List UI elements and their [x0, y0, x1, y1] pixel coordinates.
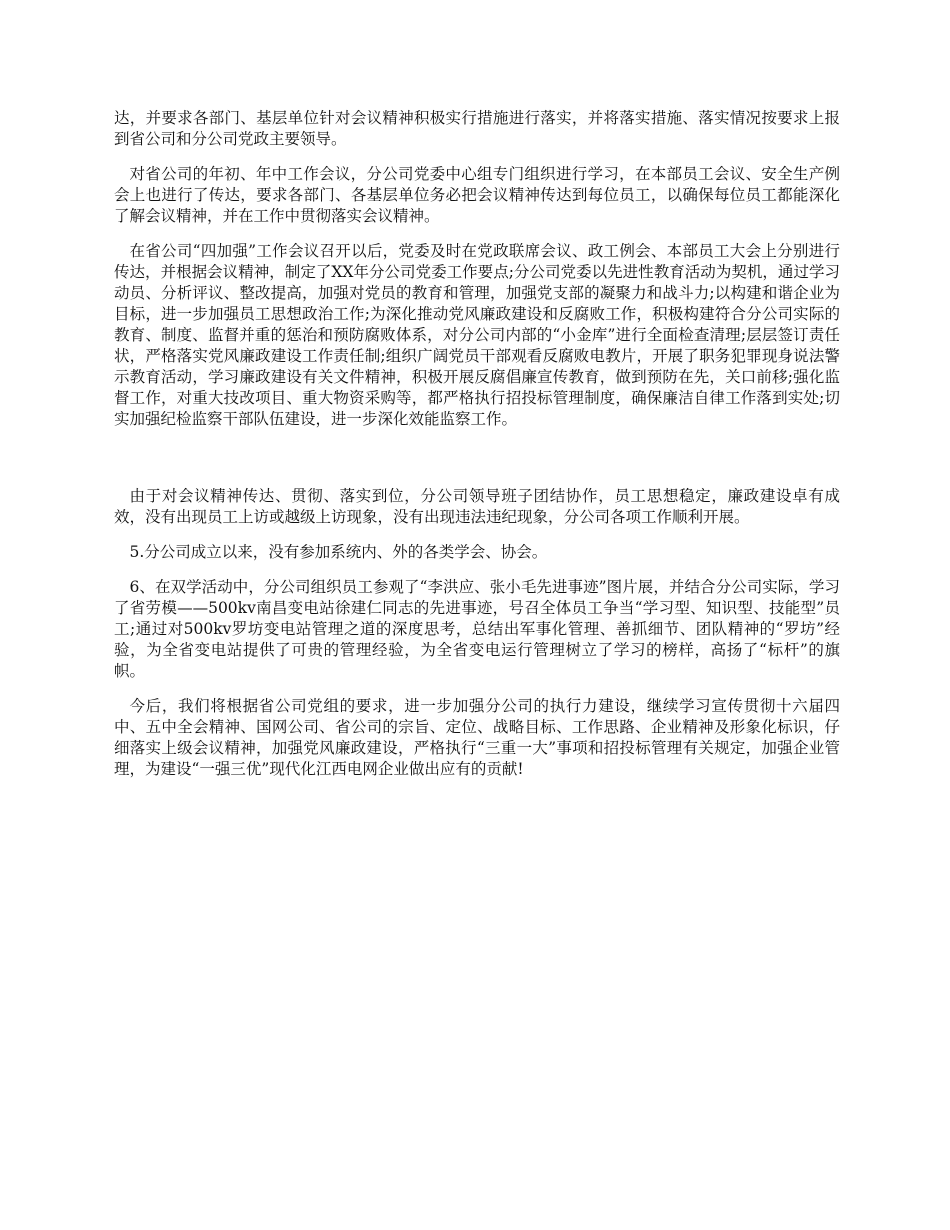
paragraph-continuation: 达，并要求各部门、基层单位针对会议精神积极实行措施进行落实，并将落实措施、落实情况按要求上报到省公司和分公司党政主要领导。 [114, 109, 840, 148]
paragraph-conclusion: 今后，我们将根据省公司党组的要求，进一步加强分公司的执行力建设，继续学习宣传贯彻十六届四中、五中全会精神、国网公司、省公司的宗旨、定位、战略目标、工作思路、企业精神及形象化标识，仔细落实上级会议精神，加强党风廉政建设，严格执行“三重一大”事项和招投标管理有关规定，加强企业管理，为建设“一强三优”现代化江西电网企业做出应有的贡献! [114, 697, 840, 778]
document-body [114, 108, 840, 794]
paragraph-four-strengthen: 在省公司“四加强”工作会议召开以后，党委及时在党政联席会议、政工例会、本部员工大会上分别进行传达，并根据会议精神，制定了XX年分公司党委工作要点;分公司党委以先进性教育活动为契机，通过学习动员、分析评议、整改提高，加强对党员的教育和管理，加强党支部的凝聚力和战斗力;以构建和谐企业为目标，进一步加强员工思想政治工作;为深化推动党风廉政建设和反腐败工作，积极构建符合分公司实际的教育、制度、监督并重的惩治和预防腐败体系，对分公司内部的“小金库”进行全面检查清理;层层签订责任状，严格落实党风廉政建设工作责任制;组织广阔党员干部观看反腐败电教片，开展了职务犯罪现身说法警示教育活动，学习廉政建设有关文件精神，积极开展反腐倡廉宣传教育，做到预防在先，关口前移;强化监督工作，对重大技改项目、重大物资采购等，都严格执行招投标管理制度，确保廉洁自律工作落到实处;切实加强纪检监察干部队伍建设，进一步深化效能监察工作。 [114, 242, 840, 428]
paragraph-item-5: 5.分公司成立以来，没有参加系统内、外的各类学会、协会。 [129, 543, 548, 561]
blank-space [114, 444, 840, 486]
paragraph-results: 由于对会议精神传达、贯彻、落实到位，分公司领导班子团结协作，员工思想稳定，廉政建设卓有成效，没有出现员工上访或越级上访现象，没有出现违法违纪现象，分公司各项工作顺利开展。 [114, 487, 840, 526]
paragraph-annual-meetings: 对省公司的年初、年中工作会议，分公司党委中心组专门组织进行学习，在本部员工会议、安全生产例会上也进行了传达，要求各部门、各基层单位务必把会议精神传达到每位员工，以确保每位员工都能深化了解会议精神，并在工作中贯彻落实会议精神。 [114, 165, 840, 225]
paragraph-item-6: 6、在双学活动中，分公司组织员工参观了“李洪应、张小毛先进事迹”图片展，并结合分公司实际，学习了省劳模——500kv南昌变电站徐建仁同志的先进事迹，号召全体员工争当“学习型、知识型、技能型”员工;通过对500kv罗坊变电站管理之道的深度思考，总结出军事化管理、善抓细节、团队精神的“罗坊”经验，为全省变电站提供了可贵的管理经验，为全省变电运行管理树立了学习的榜样，高扬了“标杆”的旗帜。 [114, 578, 840, 680]
